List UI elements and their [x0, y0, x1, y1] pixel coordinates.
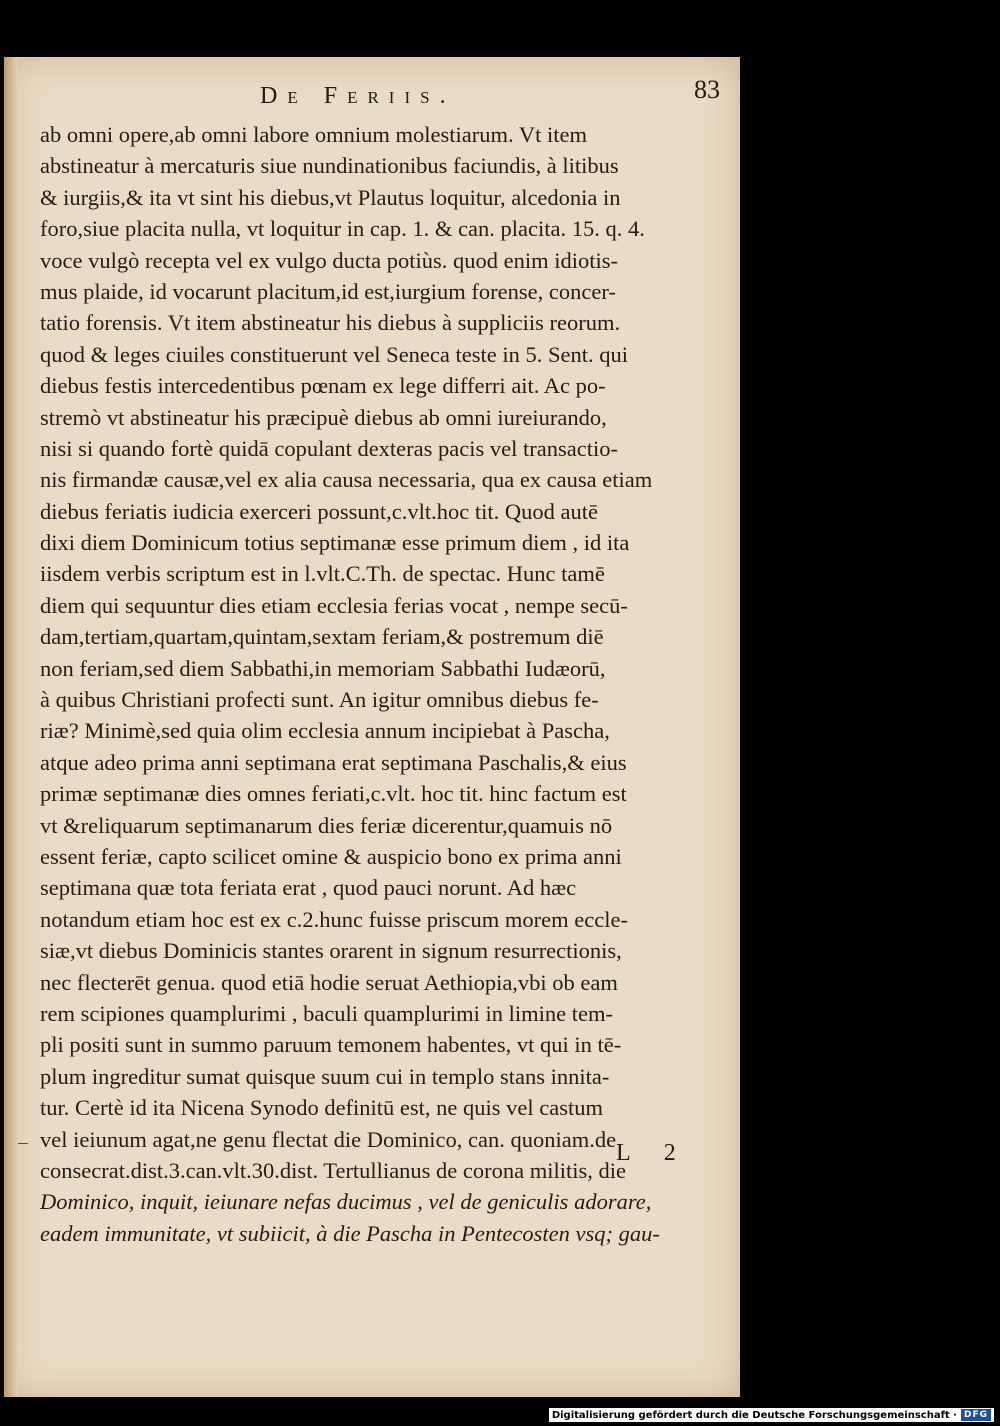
text-line: abstineatur à mercaturis siue nundinationibus faciundis, à litibus: [40, 153, 619, 179]
text-line: rem scipiones quamplurimi , baculi quamplurimi in limine tem-: [40, 1000, 614, 1026]
text-line: primæ septimanæ dies omnes feriati,c.vlt. hoc tit. hinc factum est: [40, 781, 627, 807]
text-line: dixi diem Dominicum totius septimanæ esse primum diem , id ita: [40, 530, 630, 556]
signature-mark: L 2: [616, 1140, 690, 1166]
text-line: tur. Certè id ita Nicena Synodo definitū est, ne quis vel castum: [40, 1095, 604, 1121]
text-line: atque adeo prima anni septimana erat septimana Paschalis,& eius: [40, 749, 627, 775]
page-gutter-edge: [4, 57, 18, 1397]
body-text: [40, 119, 740, 1249]
text-line: stremò vt abstineatur his præcipuè diebus ab omni iureiurando,: [40, 404, 607, 430]
credit-text: Digitalisierung gefördert durch die Deutsche Forschungsgemeinschaft ·: [551, 1409, 957, 1421]
page-number: 83: [694, 75, 720, 104]
digitization-credit: [549, 1408, 994, 1422]
book-page: [4, 57, 740, 1397]
text-line: & iurgiis,& ita vt sint his diebus,vt Plautus loquitur, alcedonia in: [40, 184, 621, 210]
text-line: plum ingreditur sumat quisque suum cui in templo stans innita-: [40, 1063, 610, 1089]
text-line: quod & leges ciuiles constituerunt vel Seneca teste in 5. Sent. qui: [40, 341, 628, 367]
text-line: à quibus Christiani profecti sunt. An igitur omnibus diebus fe-: [40, 687, 599, 713]
text-line: dam,tertiam,quartam,quintam,sextam feriam,& postremum diē: [40, 624, 604, 650]
text-line: diem qui sequuntur dies etiam ecclesia ferias vocat , nempe secū-: [40, 592, 628, 618]
text-line: riæ? Minimè,sed quia olim ecclesia annum incipiebat à Pascha,: [40, 718, 610, 744]
text-line: siæ,vt diebus Dominicis stantes orarent in signum resurrectionis,: [40, 938, 622, 964]
text-line: consecrat.dist.3.can.vlt.30.dist. Tertullianus de corona militis, die: [40, 1157, 627, 1183]
text-line: nec flecterēt genua. quod etiā hodie seruat Aethiopia,vbi ob eam: [40, 969, 618, 995]
text-line: nisi si quando fortè quidā copulant dexteras pacis vel transactio-: [40, 435, 618, 461]
text-line: notandum etiam hoc est ex c.2.hunc fuisse priscum morem eccle-: [40, 906, 628, 932]
text-line: essent feriæ, capto scilicet omine & auspicio bono ex prima anni: [40, 843, 622, 869]
text-line: non feriam,sed diem Sabbathi,in memoriam Sabbathi Iudæorū,: [40, 655, 606, 681]
dfg-logo-icon: DFG: [961, 1409, 991, 1421]
text-line: pli positi sunt in summo paruum temonem habentes, vt qui in tē-: [40, 1032, 622, 1058]
text-line: vt &reliquarum septimanarum dies feriæ dicerentur,quamuis nō: [40, 812, 613, 838]
text-line: vel ieiunum agat,ne genu flectat die Dominico, can. quoniam.de: [40, 1126, 617, 1152]
margin-mark: –: [18, 1131, 28, 1153]
text-line: eadem immunitate, vt subiicit, à die Pascha in Pentecosten vsq; gau-: [40, 1220, 660, 1246]
text-line: diebus feriatis iudicia exerceri possunt,c.vlt.hoc tit. Quod autē: [40, 498, 598, 524]
text-line: Dominico, inquit, ieiunare nefas ducimus , vel de geniculis adorare,: [40, 1189, 652, 1215]
text-line: septimana quæ tota feriata erat , quod pauci norunt. Ad hæc: [40, 875, 577, 901]
text-line: iisdem verbis scriptum est in l.vlt.C.Th. de spectac. Hunc tamē: [40, 561, 605, 587]
running-head: De Feriis.: [260, 83, 456, 109]
text-line: diebus festis intercedentibus pœnam ex lege differri ait. Ac po-: [40, 373, 606, 399]
text-line: nis firmandæ causæ,vel ex alia causa necessaria, qua ex causa etiam: [40, 467, 653, 493]
text-line: mus plaide, id vocarunt placitum,id est,iurgium forense, concer-: [40, 278, 616, 304]
text-line: ab omni opere,ab omni labore omnium molestiarum. Vt item: [40, 122, 587, 147]
text-line: voce vulgò recepta vel ex vulgo ducta potiùs. quod enim idiotis-: [40, 247, 618, 273]
text-line: foro,siue placita nulla, vt loquitur in cap. 1. & can. placita. 15. q. 4.: [40, 216, 645, 242]
text-line: tatio forensis. Vt item abstineatur his diebus à suppliciis reorum.: [40, 310, 621, 336]
